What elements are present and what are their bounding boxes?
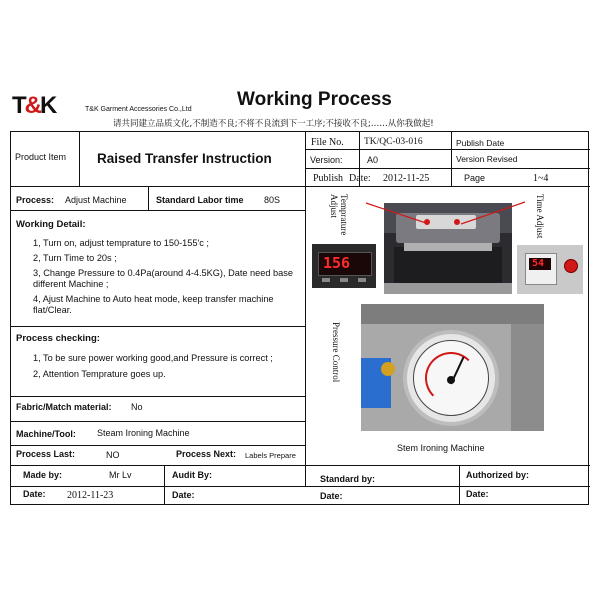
- made-date-value: 2012-11-23: [67, 490, 114, 501]
- machine-label: Machine/Tool:: [16, 429, 76, 439]
- process-checking-item: 2, Attention Temprature goes up.: [33, 369, 166, 379]
- process-checking-item: 1, To be sure power working good,and Pressure is correct ;: [33, 353, 273, 363]
- working-detail-item: 1, Turn on, adjust temprature to 150-155'c ;: [33, 238, 209, 248]
- standard-by-label: Standard by:: [320, 474, 376, 484]
- labor-label: Standard Labor time: [156, 195, 244, 205]
- fabric-value: No: [131, 402, 143, 412]
- company-logo: [12, 92, 84, 118]
- process-sheet: [10, 131, 589, 505]
- version-label: Version:: [310, 155, 343, 165]
- temprature-adjust-label: Temprature Adjust: [329, 194, 349, 236]
- temperature-digits: 156: [323, 254, 351, 272]
- publish-date-value: 2012-11-25: [383, 173, 430, 184]
- pointer-line: [366, 203, 429, 224]
- page-label: Page: [464, 173, 486, 183]
- logo-text: T&K: [12, 92, 56, 119]
- date-label: Date:: [349, 173, 371, 184]
- version-value: A0: [367, 155, 379, 165]
- made-date-label: Date:: [23, 489, 46, 499]
- page-title: Working Process: [237, 89, 392, 110]
- time-adjust-label: Time Adjust: [535, 194, 545, 239]
- version-revised-label: Version Revised: [456, 154, 518, 164]
- audit-by-label: Audit By:: [172, 470, 212, 480]
- process-label: Process:: [16, 195, 55, 205]
- page-value: 1~4: [533, 173, 549, 184]
- product-item-label: Product Item: [15, 152, 67, 162]
- made-by-label: Made by:: [23, 470, 63, 480]
- process-next-value: Labels Prepare: [245, 451, 296, 460]
- timer-digits: 54: [532, 258, 545, 269]
- working-detail-heading: Working Detail:: [16, 219, 86, 230]
- pressure-gauge-photo: [361, 304, 544, 431]
- publish-date-label: Publish Date: [456, 138, 505, 148]
- pressure-control-label: Pressure Control: [331, 322, 341, 383]
- fabric-label: Fabric/Match material:: [16, 402, 112, 412]
- slogan: 请共同建立品质文化,不制造不良;不将不良流到下一工序;不接收不良;……从你我做起!: [113, 119, 434, 129]
- working-detail-item: 4, Ajust Machine to Auto heat mode, keep transfer machine flat/Clear.: [33, 294, 274, 315]
- authorized-by-label: Authorized by:: [466, 470, 529, 480]
- pointer-line: [461, 202, 525, 224]
- authorized-date-label: Date:: [466, 489, 489, 499]
- audit-date-label: Date:: [172, 490, 195, 500]
- process-next-label: Process Next:: [176, 449, 237, 459]
- process-value: Adjust Machine: [65, 195, 127, 205]
- file-no-value: TK/QC-03-016: [364, 137, 423, 147]
- company-name: T&K Garment Accessories Co.,Ltd: [85, 106, 192, 113]
- standard-date-label: Date:: [320, 491, 343, 501]
- working-detail-item: 2, Turn Time to 20s ;: [33, 253, 117, 263]
- publish-label: Publish: [313, 173, 344, 184]
- instruction-title: Raised Transfer Instruction: [97, 151, 272, 166]
- labor-value: 80S: [264, 195, 281, 205]
- photo-caption: Stem Ironing Machine: [397, 443, 485, 453]
- process-last-value: NO: [106, 450, 120, 460]
- process-last-label: Process Last:: [16, 449, 76, 459]
- file-no-label: File No.: [311, 137, 344, 148]
- made-by-value: Mr Lv: [109, 470, 132, 480]
- working-detail-item: 3, Change Pressure to 0.4Pa(around 4-4.5KG), Date need base different Machine ;: [33, 268, 293, 289]
- process-checking-heading: Process checking:: [16, 333, 100, 344]
- machine-value: Steam Ironing Machine: [97, 428, 190, 438]
